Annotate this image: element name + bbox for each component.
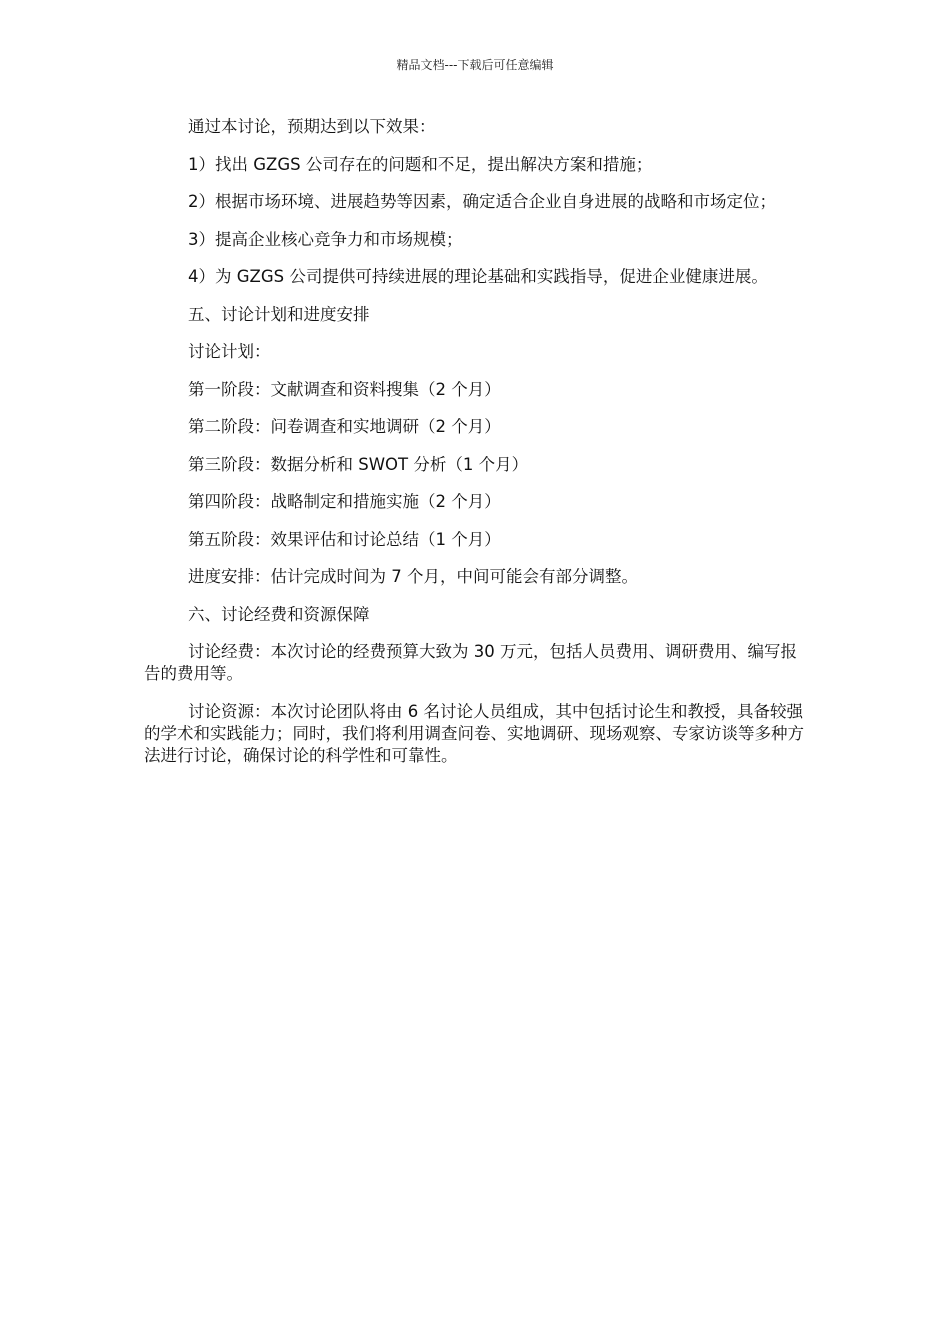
outcome-item-2: 2）根据市场环境、进展趋势等因素，确定适合企业自身进展的战略和市场定位； xyxy=(188,192,776,211)
plan-stage-4: 第四阶段：战略制定和措施实施（2 个月） xyxy=(188,492,501,511)
plan-stage-5: 第五阶段：效果评估和讨论总结（1 个月） xyxy=(188,529,501,549)
plan-stage-3: 第三阶段：数据分析和 SWOT 分析（1 个月） xyxy=(188,454,529,474)
outcome-item-3: 3）提高企业核心竞争力和市场规模； xyxy=(188,229,463,249)
schedule-paragraph: 进度安排：估计完成时间为 7 个月，中间可能会有部分调整。 xyxy=(188,567,638,586)
page-header: 精品文档---下载后可任意编辑 xyxy=(396,58,554,72)
outcome-item-1: 1）找出 GZGS 公司存在的问题和不足，提出解决方案和措施； xyxy=(188,154,653,174)
plan-label: 讨论计划： xyxy=(188,342,271,361)
funding-paragraph: 讨论经费：本次讨论的经费预算大致为 30 万元，包括人员费用、调研费用、编写报告的费用等。 xyxy=(144,642,797,683)
section-heading-5: 五、讨论计划和进度安排 xyxy=(188,304,370,324)
plan-stage-2: 第二阶段：问卷调查和实地调研（2 个月） xyxy=(188,417,501,436)
section-heading-6: 六、讨论经费和资源保障 xyxy=(188,604,370,624)
outcome-item-4: 4）为 GZGS 公司提供可持续进展的理论基础和实践指导，促进企业健康进展。 xyxy=(188,267,768,286)
resources-paragraph: 讨论资源：本次讨论团队将由 6 名讨论人员组成，其中包括讨论生和教授，具备较强的学术和实践能力；同时，我们将利用调查问卷、实地调研、现场观察、专家访谈等多种方法进行讨论，确保讨论的科学性和可靠性。 xyxy=(144,701,804,765)
plan-stage-1: 第一阶段：文献调查和资料搜集（2 个月） xyxy=(188,379,501,399)
document-body xyxy=(144,116,806,782)
intro-paragraph: 通过本讨论，预期达到以下效果： xyxy=(188,117,436,136)
